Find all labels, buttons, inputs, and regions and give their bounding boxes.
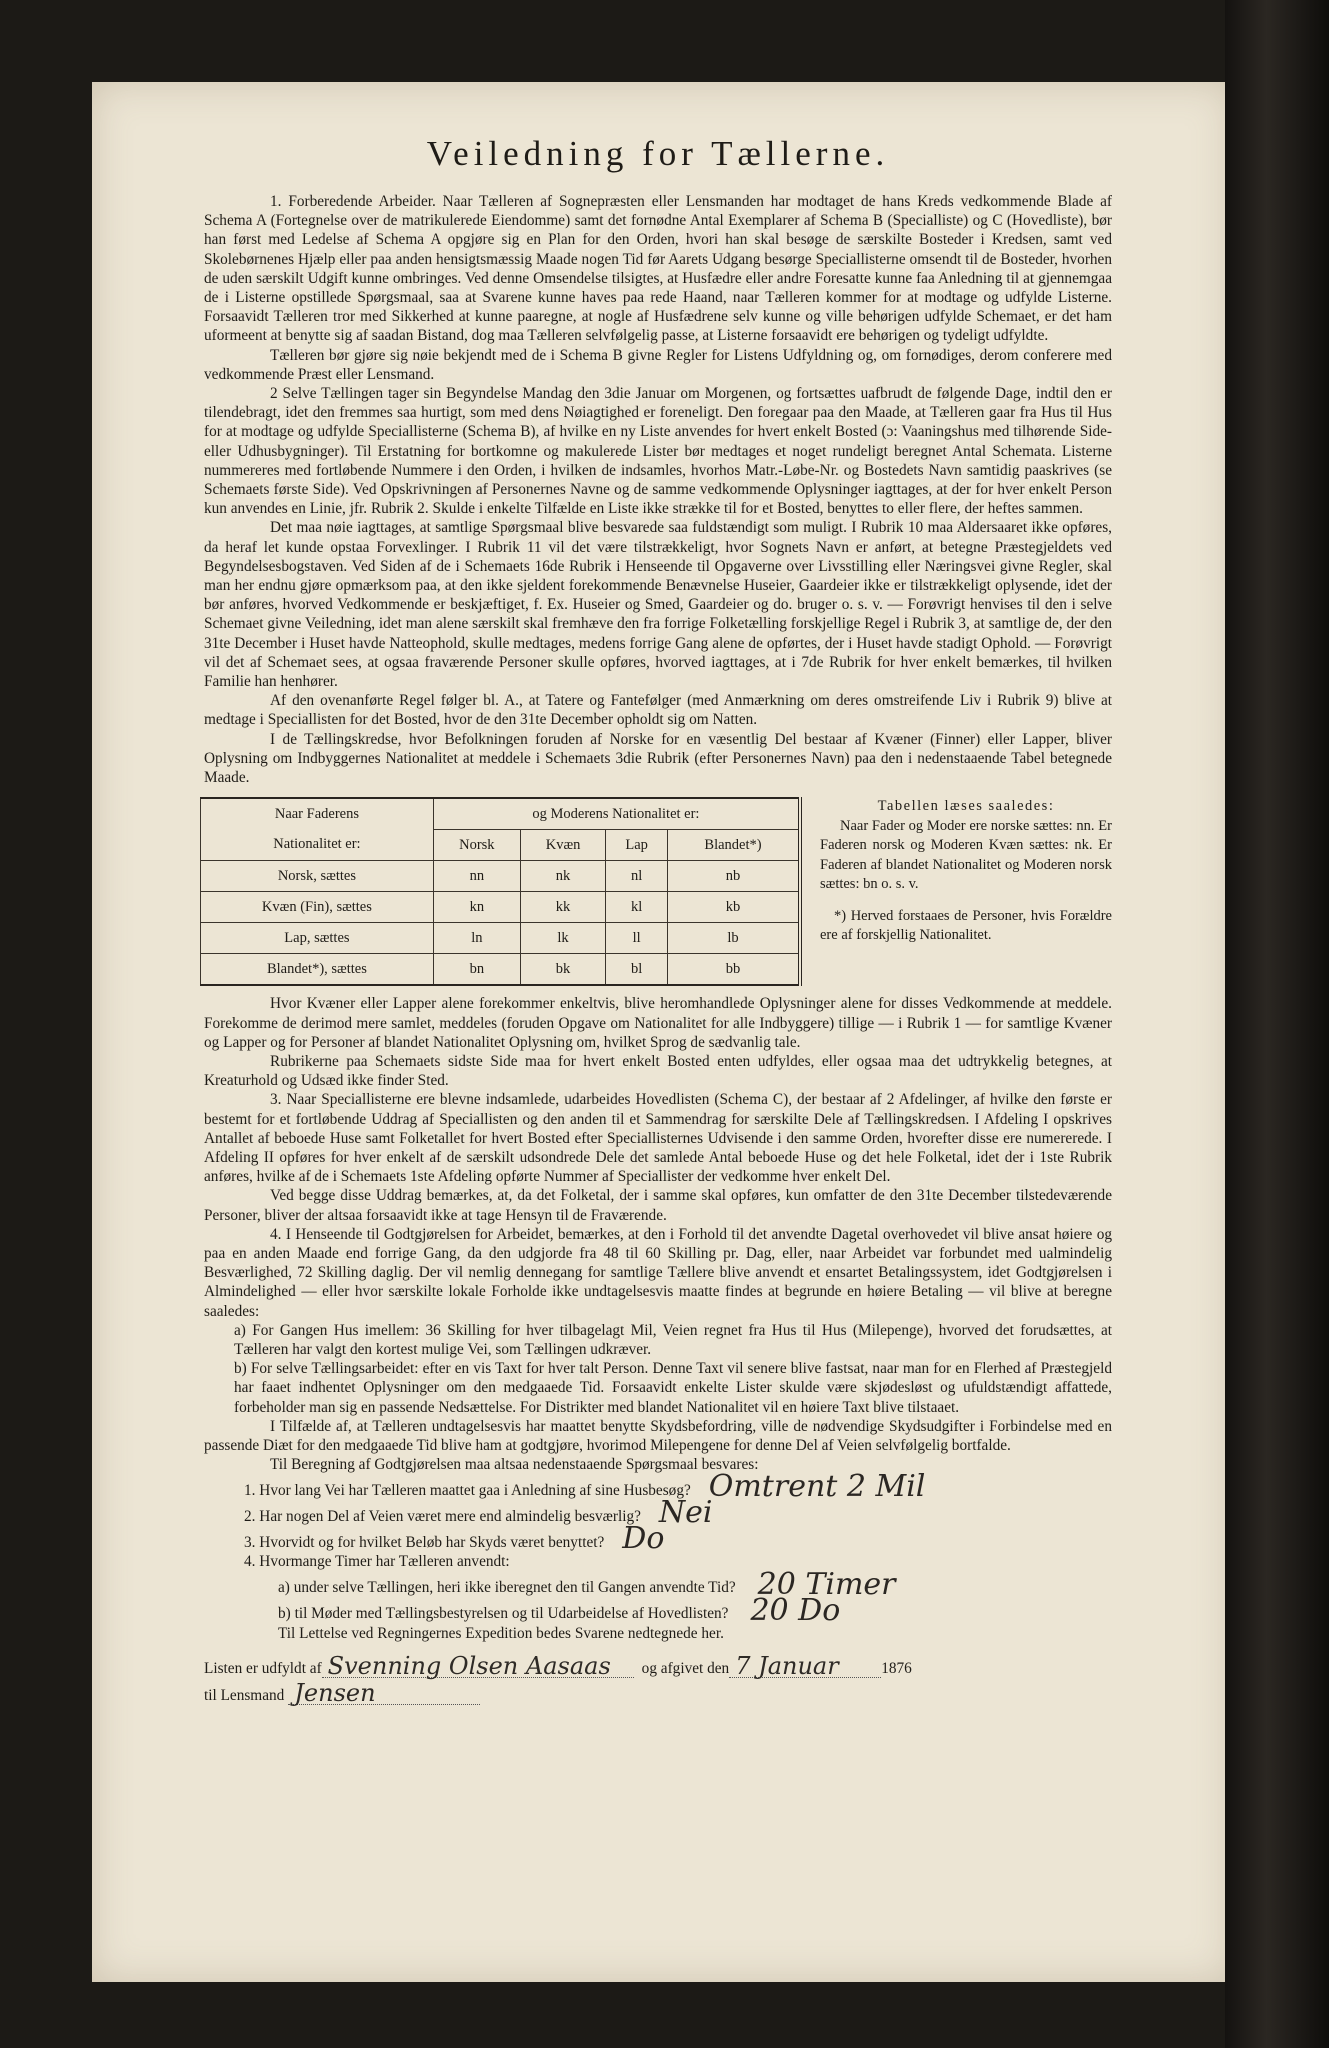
- paragraph-5: Af den ovenanførte Regel følger bl. A., at Tatere og Fantefølger (med Anmærkning om deres omstreifende Liv i Rubrik 9) blive at medtage i Speciallisten for det Bosted, hvor de den 31te December opholdt sig om Natten.: [204, 692, 1112, 729]
- signature-date: 7 Januar: [729, 1657, 881, 1678]
- book-spine: [1225, 0, 1329, 2048]
- question-text: 1. Hvor lang Vei har Tælleren maattet gaa i Anledning af sine Husbesøg?: [244, 1482, 691, 1500]
- table-cell: bn: [433, 954, 520, 986]
- paragraph-2: Tælleren bør gjøre sig nøie bekjendt med de i Schema B givne Regler for Listens Udfyldning og, om fornødiges, derom conferere med vedkommende Præst eller Lensmand.: [204, 346, 1112, 383]
- paragraph-6: I de Tællingskredse, hvor Befolkningen foruden af Norske for en væsentlig Del bestaar af Kvæner (Finner) eller Lapper, bliver Oplysning om Indbyggernes Nationalitet at meddele i Schemaets 3die Rubrik (efter Personernes Navn) paa den i nedenstaaende Tabel betegnede Maade.: [204, 730, 1112, 787]
- lensmand-name: Jensen: [288, 1684, 480, 1705]
- paragraph-4: Det maa nøie iagttages, at samtlige Spørgsmaal blive besvarede saa fuldstændigt som muligt. I Rubrik 10 maa Aldersaaret ikke opføres, da heraf let kunde opstaa Forvexlinger. I Rubrik 11 vil det være tilstrækkeligt, hvor Sognets Navn er anført, at betegne Præstegjeldets ved Begyndelsesbogstaven. Ved Siden af de i Schemaets 16de Rubrik i Henseende til Opgaverne over Livsstilling eller Næringsvei givne Regler, skal man her endnu gjøre opmærksom paa, at den ikke sjeldent forekommende Benævnelse Huseier, Gaardeier ikke er tilstrækkeligt oplysende, idet der bør anføres, hvorved Vedkommende er beskjæftiget, f. Ex. Huseier og Smed, Gaardeier og do. bruger o. s. v. — Forøvrigt henvises til den i selve Schemaet givne Veiledning, idet man alene særskilt skal fremhæve den fra forrige Folketælling forskjellige Regel i Rubrik 3, at samtlige de, der den 31te December i Huset havde Natteophold, skulle medtages, medens forrige Gang alene de opførtes, der i Huset havde stadigt Ophold. — Forøvrigt vil det af Schemaet sees, at ogsaa fraværende Personer skulle opføres, hvorved iagttages, at i 7de Rubrik for hver enkelt bemærkes, til hvilken Familie han henhører.: [204, 519, 1112, 691]
- paragraph-14: Til Beregning af Godtgjørelsen maa altsaa nedenstaaende Spørgsmaal besvares:: [270, 1456, 759, 1474]
- page-title: Veiledning for Tællerne.: [426, 134, 890, 173]
- lensmand-label: til Lensmand: [204, 1686, 285, 1704]
- question-text: 4. Hvormange Timer har Tælleren anvendt:: [244, 1553, 510, 1571]
- table-cell: lk: [520, 923, 605, 954]
- handwritten-answer: 20 Timer: [757, 1566, 896, 1602]
- questions-list: [204, 1469, 1112, 1642]
- table-cell: bb: [668, 954, 801, 986]
- table-cell: nb: [668, 861, 801, 892]
- paragraph-10: Ved begge disse Uddrag bemærkes, at, da det Folketal, der i samme skal opføres, kun omfatter de den 31te December tilstedeværende Personer, bliver der altsaa forsaavidt ikke at tage Hensyn til de Fraværende.: [204, 1187, 1112, 1224]
- table-note: Naar Fader og Moder ere norske sættes: nn. Er Faderen norsk og Moderen Kvæn sættes: nk. Er Faderen af blandet Nationalitet og Moderen norsk sættes: bn o. s. v.: [820, 817, 1112, 893]
- census-instruction-page: [92, 82, 1232, 1982]
- table-row: [201, 923, 801, 954]
- paragraph-11: 4. I Henseende til Godtgjørelsen for Arbeidet, bemærkes, at den i Forhold til det anvendte Dagetal overhovedet vil blive ansat høiere og paa en anden Maade end forrige Gang, da den udgjorde fra 48 til 60 Skilling pr. Dag, eller, naar Arbeidet var forbundet med ualmindelig Besværlighed, 72 Skilling daglig. Der vil nemlig dennegang for samtlige Tællere blive anvendt et ensartet Betalingssystem, idet Godtgjørelsen i Almindelighed — eller hvor særskilte lokale Forholde ikke undtagelsesvis maatte findes at begrunde en høiere Betaling — vil blive at beregne saaledes:: [204, 1225, 1112, 1320]
- table-row: [201, 954, 801, 986]
- paragraph-8: Rubrikerne paa Schemaets sidste Side maa for hvert enkelt Bosted enten udfyldes, eller ogsaa maa det udtrykkelig betegnes, at Kreaturhold og Udsæd ikke finder Sted.: [204, 1052, 1112, 1090]
- table-footnote: *) Herved forstaaes de Personer, hvis Forældre ere af forskjellig Nationalitet.: [820, 907, 1112, 944]
- signature-prefix: Listen er udfyldt af: [204, 1659, 322, 1677]
- enumerator-name: Svenning Olsen Aasaas: [322, 1657, 634, 1678]
- nationality-table: [200, 797, 802, 986]
- question-text: 3. Hvorvidt og for hvilket Beløb har Skyds været benyttet?: [244, 1534, 605, 1552]
- question-text: a) under selve Tællingen, heri ikke iberegnet den til Gangen anvendte Tid?: [278, 1579, 736, 1597]
- paragraph-9: 3. Naar Speciallisterne ere blevne indsamlede, udarbeides Hovedlisten (Schema C), der bestaar af 2 Afdelinger, af hvilke den første er bestemt for et fortløbende Uddrag af Speciallisten og den anden til et Sammendrag for særskilte Dele af Tællingskredsen. I Afdeling I opskrives Antallet af beboede Huse samt Folketallet for hvert Bosted efter Speciallisternes Udvisende i den samme Orden, hvorefter disse ere numererede. I Afdeling II opføres for hver enkelt af de særskilt udsondrede Dele det samlede Antal beboede Huse og det hele Folketal, idet der i 1ste Rubrik anføres, hvilke af de i Schemaets 1ste Afdeling opførte Nummer af Speciallister der vedkomme hver enkelt Del.: [204, 1091, 1112, 1186]
- lensmand-row: [204, 1678, 1112, 1707]
- paragraph-12b: b) For selve Tællingsarbeidet: efter en vis Taxt for hver talt Person. Denne Taxt vil senere blive fastsat, naar man for en Flerhed af Præstegjeld har faaet indhentet Oplysninger om den medgaaede Tid. Forsaavidt enkelte Lister skulde være skjødesløst og ufuldstændigt affattede, forbeholder man sig en passende Nedsættelse. For Distrikter med blandet Nationalitet vil en høiere Taxt blive tilstaaet.: [234, 1360, 1112, 1416]
- table-cell: nn: [433, 861, 520, 892]
- table-caption: Tabellen læses saaledes:: [877, 798, 1055, 815]
- signature-mid: og afgivet den: [641, 1659, 730, 1677]
- row-label: Norsk, sættes: [201, 861, 434, 892]
- table-header-row: [201, 798, 801, 830]
- header-father-label: Naar Faderens: [201, 798, 434, 830]
- signature-year: 1876: [881, 1659, 912, 1677]
- row-label: Kvæn (Fin), sættes: [201, 892, 434, 923]
- paragraph-1: 1. Forberedende Arbeider. Naar Tælleren af Sognepræsten eller Lensmanden har modtaget de hans Kreds vedkommende Blade af Schema A (Fortegnelse over de matrikulerede Eiendomme) samt det fornødne Antal Exemplarer af Schema B (Specialliste) og C (Hovedliste), bør han først med Ledelse af Schema A opgjøre sig en Plan for den Orden, hvori han skal besøge de særskilte Bosteder i Kredsen, samt ved Skolebørnenes Hjælp eller paa anden hensigtsmæssig Maade nogen Tid før Aarets Udgang besørge Speciallisterne omsendt til de Bosteder, hvorhen de uden særskilt Udgift kunne ombringes. Ved denne Omsendelse tilsigtes, at Husfædre eller andre Foresatte kunne faa Anledning til at gjennemgaa de i Listerne opstillede Spørgsmaal, saa at Svarene kunne haves paa rede Haand, naar Tælleren kommer for at modtage og udfylde Listerne. Forsaavidt Tælleren tror med Sikkerhed at kunne paaregne, at nogle af Husfædrene selv kunne og ville behørigen udfylde Schemaet, er det ham uformeent at benytte sig af saadan Bistand, dog maa Tælleren selvfølgelig passe, at Listerne forsaavidt ere behørigen og tydeligt udfyldte.: [204, 193, 1112, 345]
- table-cell: ln: [433, 923, 520, 954]
- question-row: [204, 1521, 1112, 1557]
- header-father-nationality: Nationalitet er:: [201, 830, 434, 861]
- table-row: [201, 892, 801, 923]
- column-header: Kvæn: [520, 830, 605, 861]
- handwritten-answer: Nei: [658, 1495, 713, 1531]
- handwritten-answer: Do: [622, 1521, 665, 1557]
- closing-note: Til Lettelse ved Regningernes Expedition bedes Svarene nedtegnede her.: [278, 1624, 724, 1642]
- paragraph-3: 2 Selve Tællingen tager sin Begyndelse Mandag den 3die Januar om Morgenen, og fortsættes uafbrudt de følgende Dage, indtil den er tilendebragt, idet den fremmes saa hurtigt, som med dens Nøiagtighed er foreneligt. Den foregaar paa den Maade, at Tælleren gaar fra Hus til Hus for at modtage og udfylde Speciallisterne (Schema B), af hvilke en ny Liste anvendes for hvert enkelt Bosted (ɔ: Vaaningshus med tilhørende Side- eller Udhusbygninger). Til Erstatning for bortkomne og makulerede Lister bør medtages et noget rundeligt beregnet Antal Schemata. Listerne nummereres med fortløbende Nummere i den Orden, i hvilken de indsamles, hvorhos Matr.-Løbe-Nr. og Bostedets Navn samtidig paaskrives (se Schemaets første Side). Ved Opskrivningen af Personernes Navne og de samme vedkommende Oplysninger iagttages, at der for hver enkelt Person kun anvendes en Linie, jfr. Rubrik 2. Skulde i enkelte Tilfælde en Liste ikke strække til for et Bosted, benyttes to eller flere, der heftes sammen.: [204, 385, 1112, 518]
- paragraph-13: I Tilfælde af, at Tælleren undtagelsesvis har maattet benytte Skydsbefordring, ville de nødvendige Skydsudgifter i Forbindelse med en passende Diæt for den medgaaede Tid blive ham at godtgjøre, hvorimod Milepengene for denne Del af Veien selvfølgelig bortfalde.: [204, 1417, 1112, 1454]
- table-cell: bl: [606, 954, 668, 986]
- question-text: 2. Har nogen Del af Veien været mere end almindelig besværlig?: [244, 1508, 641, 1526]
- question-row: [204, 1566, 1112, 1602]
- question-row: [204, 1469, 1112, 1505]
- column-header: Lap: [606, 830, 668, 861]
- question-row: [204, 1592, 1112, 1628]
- paragraph-7: Hvor Kvæner eller Lapper alene forekommer enkeltvis, blive heromhandlede Oplysninger alene for disses Vedkommende at meddele. Forekomme de derimod mere samlet, meddeles (foruden Opgave om Nationalitet for alle Indbyggere) tillige — i Rubrik 1 — for samtlige Kvæner og Lapper og for Personer af blandet Nationalitet Oplysning om, hvilket Sprog de sædvanlig tale.: [204, 995, 1112, 1051]
- handwritten-answer: 20 Do: [750, 1592, 841, 1628]
- column-header: Norsk: [433, 830, 520, 861]
- table-cell: nk: [520, 861, 605, 892]
- handwritten-answer: Omtrent 2 Mil: [708, 1469, 926, 1505]
- question-text: b) til Møder med Tællingsbestyrelsen og til Udarbeidelse af Hovedlisten?: [278, 1605, 729, 1623]
- nationality-table-section: [204, 797, 1112, 986]
- table-cell: kn: [433, 892, 520, 923]
- table-cell: kk: [520, 892, 605, 923]
- row-label: Lap, sættes: [201, 923, 434, 954]
- table-cell: bk: [520, 954, 605, 986]
- header-mother-group: og Moderens Nationalitet er:: [433, 798, 800, 830]
- column-header: Blandet*): [668, 830, 801, 861]
- table-cell: nl: [606, 861, 668, 892]
- table-subheader-row: [201, 830, 801, 861]
- table-explanation: [820, 797, 1112, 986]
- page-content: [204, 132, 1112, 1705]
- paragraph-12a: a) For Gangen Hus imellem: 36 Skilling for hver tilbagelagt Mil, Veien regnet fra Hus til Hus (Milepenge), hvorved det forudsættes, at Tælleren har valgt den kortest mulige Vei, som Tællingen udkræver.: [234, 1321, 1112, 1358]
- table-row: [201, 861, 801, 892]
- table-cell: lb: [668, 923, 801, 954]
- table-cell: kl: [606, 892, 668, 923]
- signature-row: [204, 1651, 1112, 1680]
- table-cell: kb: [668, 892, 801, 923]
- row-label: Blandet*), sættes: [201, 954, 434, 986]
- table-cell: ll: [606, 923, 668, 954]
